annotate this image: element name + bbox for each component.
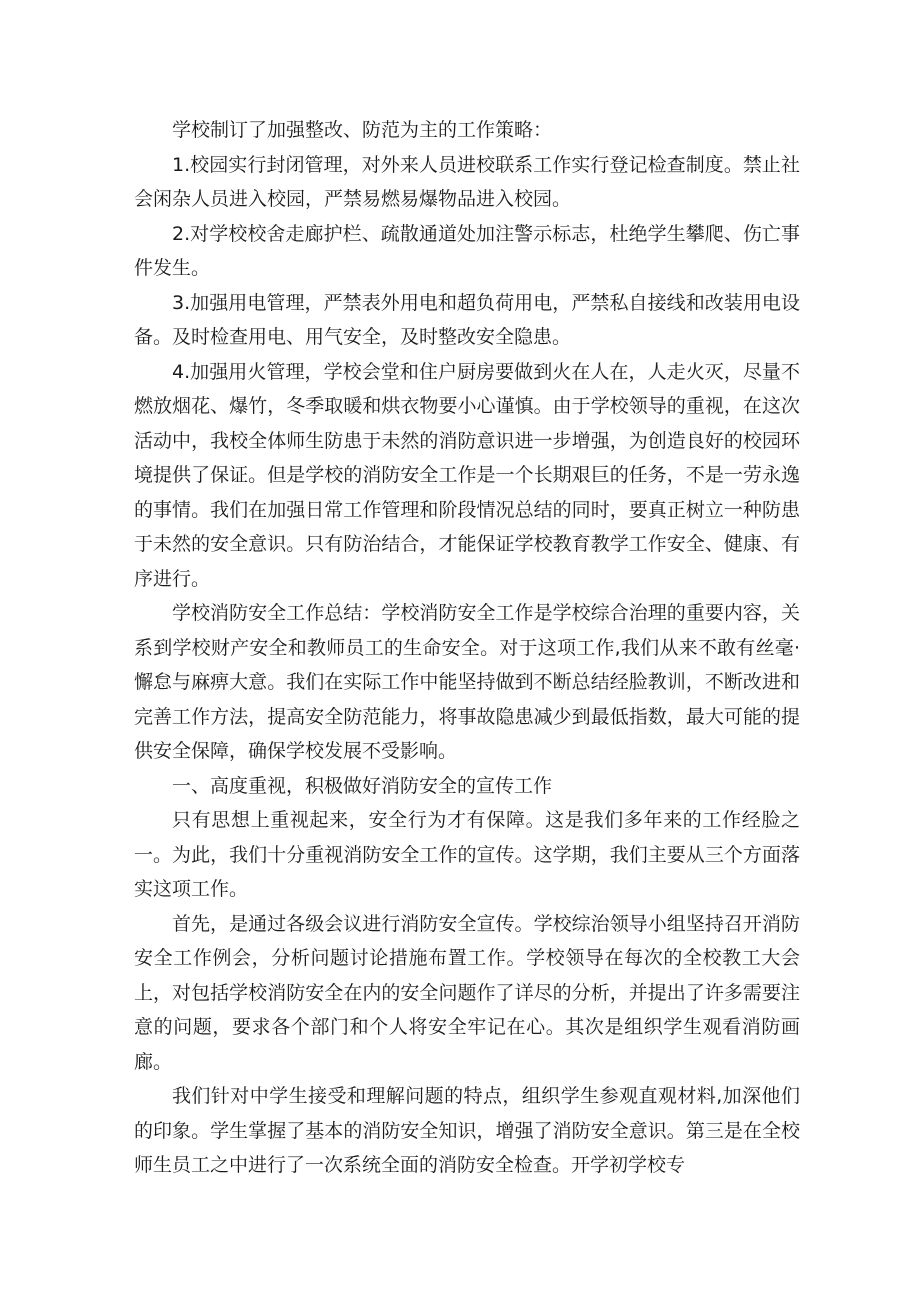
paragraph: 1.校园实行封闭管理，对外来人员进校联系工作实行登记检查制度。禁止社会闲杂人员进入校园，严禁易燃易爆物品进入校园。 bbox=[134, 153, 800, 210]
paragraph: 学校制订了加强整改、防范为主的工作策略： bbox=[172, 119, 553, 141]
paragraph: 首先，是通过各级会议进行消防安全宣传。学校综治领导小组坚持召开消防安全工作例会，分析问题讨论措施布置工作。学校领导在每次的全校教工大会上，对包括学校消防安全在内的安全问题作了详尽的分析，并提出了许多需要注意的问题，要求各个部门和个人将安全牢记在心。其次是组织学生观看消防画廊。 bbox=[134, 912, 800, 1073]
document-body bbox=[134, 113, 800, 1183]
paragraph: 4.加强用火管理，学校会堂和住户厨房要做到火在人在，人走火灭，尽量不燃放烟花、爆竹，冬季取暖和烘衣物要小心谨慎。由于学校领导的重视，在这次活动中，我校全体师生防患于未然的消防意识进一步增强，为创造良好的校园环境提供了保证。但是学校的消防安全工作是一个长期艰巨的任务，不是一劳永逸的事情。我们在加强日常工作管理和阶段情况总结的同时，要真正树立一种防患于未然的安全意识。只有防治结合，才能保证学校教育教学工作安全、健康、有序进行。 bbox=[134, 360, 800, 590]
paragraph: 2.对学校校舍走廊护栏、疏散通道处加注警示标志，杜绝学生攀爬、伤亡事件发生。 bbox=[134, 222, 800, 279]
paragraph: 只有思想上重视起来，安全行为才有保障。这是我们多年来的工作经脸之一。为此，我们十分重视消防安全工作的宣传。这学期，我们主要从三个方面落实这项工作。 bbox=[134, 809, 800, 900]
section-heading: 一、高度重视，积极做好消防安全的宣传工作 bbox=[172, 774, 553, 797]
paragraph: 我们针对中学生接受和理解问题的特点，组织学生参观直观材料,加深他们的印象。学生掌握了基本的消防安全知识，增强了消防安全意识。第三是在全校师生员工之中进行了一次系统全面的消防安全检查。开学初学校专 bbox=[134, 1085, 800, 1176]
paragraph: 学校消防安全工作总结：学校消防安全工作是学校综合治理的重要内容，关系到学校财产安全和教师员工的生命安全。对于这项工作,我们从来不敢有丝毫·懈怠与麻痹大意。我们在实际工作中能坚持做到不断总结经脸教训，不断改进和完善工作方法，提高安全防范能力，将事故隐患减少到最低指数，最大可能的提供安全保障，确保学校发展不受影响。 bbox=[134, 602, 800, 762]
paragraph: 3.加强用电管理，严禁表外用电和超负荷用电，严禁私自接线和改装用电设备。及时检查用电、用气安全，及时整改安全隐患。 bbox=[134, 291, 800, 348]
